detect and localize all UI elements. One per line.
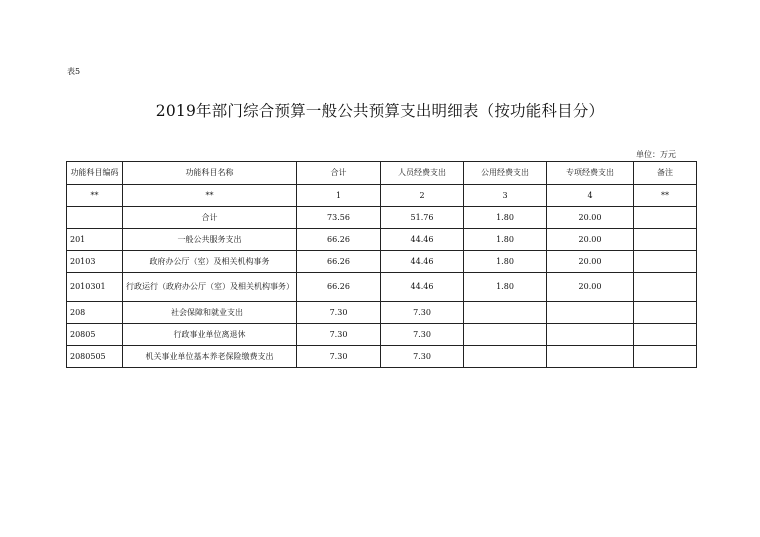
code-cell: 20103 xyxy=(67,251,123,273)
index-cell: 4 xyxy=(547,185,634,207)
public-cell: 1.80 xyxy=(464,273,547,302)
index-cell: ** xyxy=(634,185,697,207)
personnel-cell: 44.46 xyxy=(381,273,464,302)
index-cell: ** xyxy=(67,185,123,207)
public-cell xyxy=(464,324,547,346)
public-cell: 1.80 xyxy=(464,207,547,229)
total-cell: 7.30 xyxy=(297,324,381,346)
table-row xyxy=(67,251,697,273)
personnel-cell: 7.30 xyxy=(381,324,464,346)
note-cell xyxy=(634,229,697,251)
note-cell xyxy=(634,207,697,229)
public-cell: 1.80 xyxy=(464,229,547,251)
name-cell: 合计 xyxy=(123,207,297,229)
col-header-total: 合计 xyxy=(297,162,381,185)
personnel-cell: 7.30 xyxy=(381,302,464,324)
total-cell: 66.26 xyxy=(297,229,381,251)
col-header-note: 备注 xyxy=(634,162,697,185)
name-cell: 行政事业单位离退休 xyxy=(123,324,297,346)
total-cell: 66.26 xyxy=(297,273,381,302)
col-header-personnel: 人员经费支出 xyxy=(381,162,464,185)
expenditure-detail-table xyxy=(66,161,697,368)
table-row xyxy=(67,302,697,324)
note-cell xyxy=(634,251,697,273)
special-cell xyxy=(547,346,634,368)
index-cell: 1 xyxy=(297,185,381,207)
public-cell: 1.80 xyxy=(464,251,547,273)
table-row xyxy=(67,324,697,346)
header-row xyxy=(67,162,697,185)
public-cell xyxy=(464,302,547,324)
col-header-public: 公用经费支出 xyxy=(464,162,547,185)
public-cell xyxy=(464,346,547,368)
special-cell xyxy=(547,324,634,346)
index-cell: 2 xyxy=(381,185,464,207)
name-cell: 政府办公厅（室）及相关机构事务 xyxy=(123,251,297,273)
table-number: 表5 xyxy=(67,67,81,76)
unit-label: 单位：万元 xyxy=(636,150,676,159)
special-cell: 20.00 xyxy=(547,207,634,229)
index-cell: ** xyxy=(123,185,297,207)
col-header-special: 专项经费支出 xyxy=(547,162,634,185)
special-cell: 20.00 xyxy=(547,273,634,302)
code-cell: 2080505 xyxy=(67,346,123,368)
name-cell: 行政运行（政府办公厅（室）及相关机构事务） xyxy=(123,273,297,302)
table-row-total xyxy=(67,207,697,229)
table-row xyxy=(67,273,697,302)
total-cell: 7.30 xyxy=(297,302,381,324)
code-cell: 208 xyxy=(67,302,123,324)
personnel-cell: 51.76 xyxy=(381,207,464,229)
personnel-cell: 44.46 xyxy=(381,229,464,251)
col-header-code: 功能科目编码 xyxy=(67,162,123,185)
index-row xyxy=(67,185,697,207)
document-title: 2019年部门综合预算一般公共预算支出明细表（按功能科目分） xyxy=(155,102,605,120)
code-cell xyxy=(67,207,123,229)
personnel-cell: 7.30 xyxy=(381,346,464,368)
special-cell: 20.00 xyxy=(547,229,634,251)
name-cell: 社会保障和就业支出 xyxy=(123,302,297,324)
col-header-name: 功能科目名称 xyxy=(123,162,297,185)
table-row xyxy=(67,229,697,251)
personnel-cell: 44.46 xyxy=(381,251,464,273)
index-cell: 3 xyxy=(464,185,547,207)
note-cell xyxy=(634,324,697,346)
code-cell: 201 xyxy=(67,229,123,251)
note-cell xyxy=(634,302,697,324)
name-cell: 机关事业单位基本养老保险缴费支出 xyxy=(123,346,297,368)
special-cell xyxy=(547,302,634,324)
special-cell: 20.00 xyxy=(547,251,634,273)
code-cell: 2010301 xyxy=(67,273,123,302)
table-row xyxy=(67,346,697,368)
total-cell: 7.30 xyxy=(297,346,381,368)
note-cell xyxy=(634,346,697,368)
name-cell: 一般公共服务支出 xyxy=(123,229,297,251)
code-cell: 20805 xyxy=(67,324,123,346)
total-cell: 73.56 xyxy=(297,207,381,229)
total-cell: 66.26 xyxy=(297,251,381,273)
note-cell xyxy=(634,273,697,302)
